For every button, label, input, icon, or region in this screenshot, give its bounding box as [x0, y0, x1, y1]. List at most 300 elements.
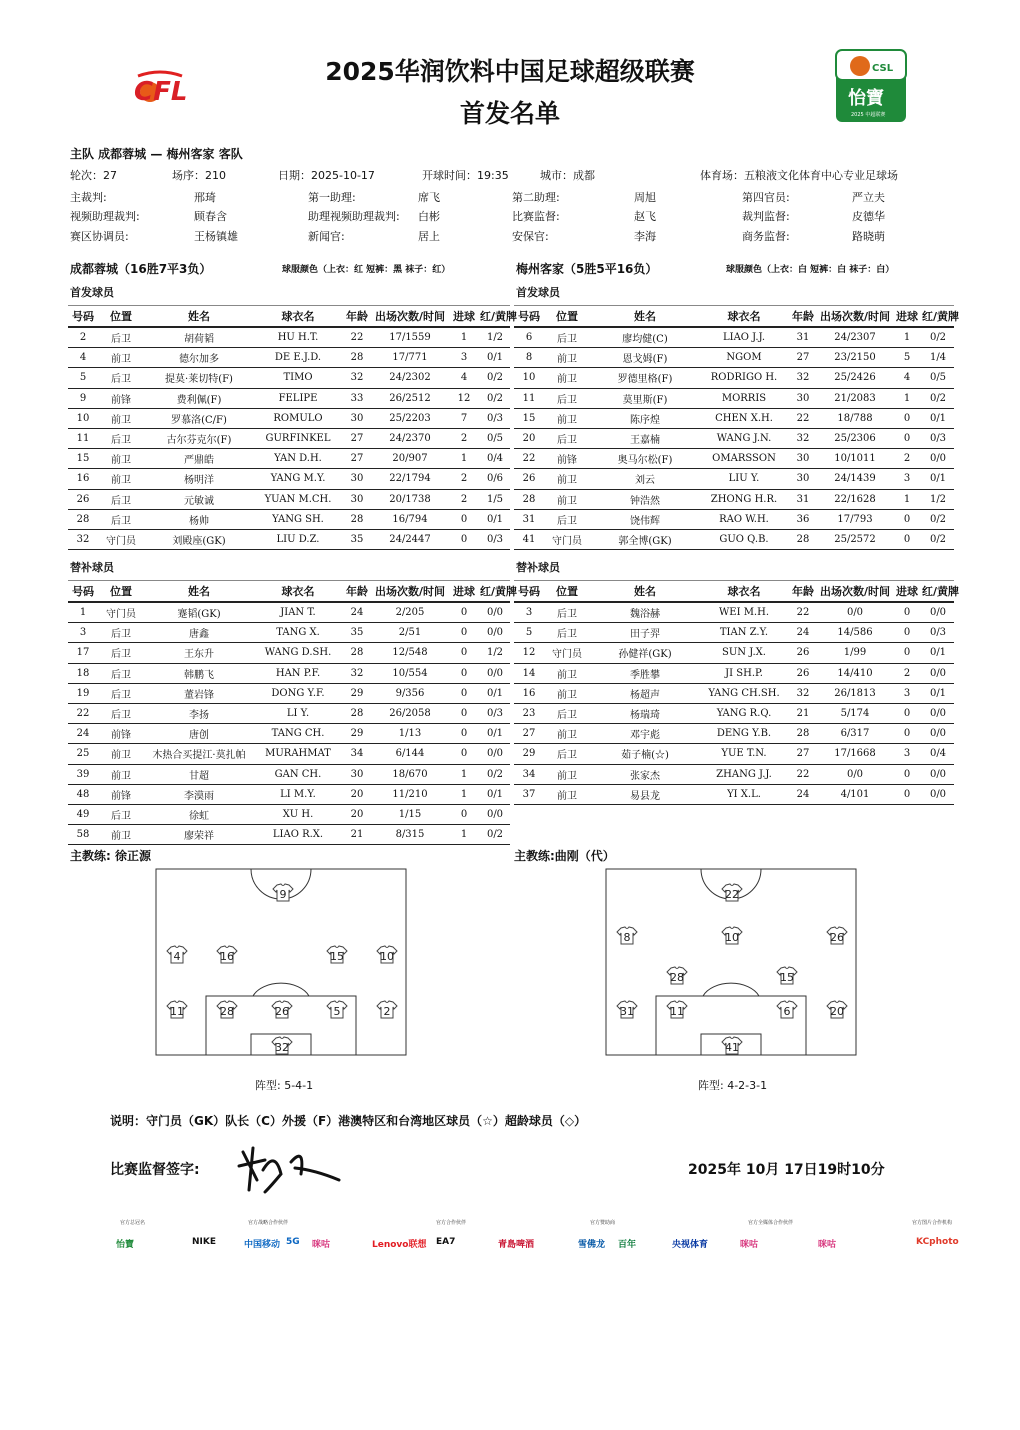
- player-cell: 28: [342, 348, 372, 368]
- player-cell: 胡荷韬: [144, 327, 254, 348]
- player-cell: 前卫: [544, 408, 590, 428]
- player-cell: 29: [342, 724, 372, 744]
- player-cell: 0: [892, 428, 922, 448]
- sponsor-logo: 怡寶: [116, 1240, 135, 1250]
- column-header: 球衣名: [254, 306, 342, 328]
- sponsor-logo: NIKE: [192, 1237, 217, 1247]
- player-shirt: [217, 946, 237, 963]
- shirt-number: 8: [623, 931, 631, 944]
- player-cell: 守门员: [544, 529, 590, 549]
- player-cell: 1: [448, 327, 480, 348]
- player-row: [514, 348, 954, 368]
- column-header: 年龄: [788, 581, 818, 603]
- player-shirt: [722, 1037, 742, 1054]
- player-cell: 8/315: [372, 825, 448, 845]
- official-name: 居上: [418, 230, 440, 243]
- player-cell: 30: [788, 388, 818, 408]
- player-cell: 0: [892, 623, 922, 643]
- column-header: 红/黄牌: [480, 306, 510, 328]
- away-subs-label: 替补球员: [516, 561, 560, 574]
- player-cell: 26/2058: [372, 703, 448, 723]
- player-cell: 33: [342, 388, 372, 408]
- player-cell: DE E.J.D.: [254, 348, 342, 368]
- player-row: [68, 643, 510, 663]
- sponsor-category: 官方战略合作伙伴: [248, 1220, 289, 1226]
- player-cell: ZHANG J.J.: [700, 764, 788, 784]
- player-cell: YI X.L.: [700, 784, 788, 804]
- player-cell: 0/1: [922, 643, 954, 663]
- player-shirt: [722, 927, 742, 944]
- player-cell: 34: [514, 764, 544, 784]
- official-name: 皮德华: [852, 210, 885, 223]
- shirt-number: 9: [279, 888, 287, 901]
- player-row: [514, 428, 954, 448]
- player-cell: 12/548: [372, 643, 448, 663]
- player-cell: 0: [892, 643, 922, 663]
- home-team-record: 成都蓉城（16胜7平3负）: [70, 262, 212, 276]
- player-cell: YUE T.N.: [700, 744, 788, 764]
- player-cell: 1/2: [480, 643, 510, 663]
- player-cell: 1: [448, 825, 480, 845]
- player-cell: GURFINKEL: [254, 428, 342, 448]
- column-header: 球衣名: [700, 581, 788, 603]
- player-cell: 杨超声: [590, 683, 700, 703]
- player-cell: 26/1813: [818, 683, 892, 703]
- sponsor-logo: 5G: [286, 1237, 300, 1247]
- player-row: [514, 529, 954, 549]
- official-label: 视频助理裁判:: [70, 210, 140, 223]
- player-cell: 罗慕洛(C/F): [144, 408, 254, 428]
- player-cell: JI SH.P.: [700, 663, 788, 683]
- column-header: 出场次数/时间: [818, 581, 892, 603]
- column-header: 位置: [544, 306, 590, 328]
- player-cell: 3: [514, 602, 544, 623]
- player-cell: 0: [892, 509, 922, 529]
- player-cell: TIAN Z.Y.: [700, 623, 788, 643]
- player-cell: LIU D.Z.: [254, 529, 342, 549]
- player-cell: 25: [68, 744, 98, 764]
- player-row: [68, 348, 510, 368]
- player-cell: 0/1: [480, 348, 510, 368]
- player-shirt: [617, 927, 637, 944]
- sponsor-logo: 咪咕: [740, 1240, 759, 1250]
- player-cell: GUO Q.B.: [700, 529, 788, 549]
- player-cell: 28: [788, 724, 818, 744]
- player-cell: YANG CH.SH.: [700, 683, 788, 703]
- sponsor-category: 官方图片合作机构: [912, 1220, 953, 1226]
- player-cell: TIMO: [254, 368, 342, 388]
- player-cell: 18/670: [372, 764, 448, 784]
- player-cell: 14/586: [818, 623, 892, 643]
- player-row: [68, 683, 510, 703]
- player-cell: 8: [514, 348, 544, 368]
- away-coach: 主教练:曲刚（代）: [514, 849, 615, 863]
- column-header: 号码: [68, 306, 98, 328]
- player-cell: 3: [892, 744, 922, 764]
- player-cell: 董岩锋: [144, 683, 254, 703]
- player-cell: 3: [448, 348, 480, 368]
- player-cell: 30: [788, 469, 818, 489]
- player-row: [68, 469, 510, 489]
- player-cell: 28: [342, 703, 372, 723]
- player-cell: 7: [448, 408, 480, 428]
- player-cell: 前锋: [98, 388, 144, 408]
- home-kit-colors: 球服颜色（上衣：红 短裤：黑 袜子：红）: [282, 265, 451, 275]
- player-row: [514, 368, 954, 388]
- shirt-number: 32: [275, 1041, 289, 1054]
- player-cell: 后卫: [544, 388, 590, 408]
- player-cell: 30: [342, 489, 372, 509]
- player-cell: 古尔芬克尔(F): [144, 428, 254, 448]
- player-cell: 1: [448, 784, 480, 804]
- player-cell: 35: [342, 529, 372, 549]
- csl-logo: [836, 50, 906, 122]
- player-cell: 1/5: [480, 489, 510, 509]
- sponsor-logo: 央视体育: [672, 1240, 709, 1250]
- player-cell: 0: [448, 703, 480, 723]
- player-cell: LI M.Y.: [254, 784, 342, 804]
- player-cell: 26/2512: [372, 388, 448, 408]
- player-cell: YANG SH.: [254, 509, 342, 529]
- shirt-number: 15: [330, 950, 344, 963]
- player-cell: 29: [342, 683, 372, 703]
- player-shirt: [377, 946, 397, 963]
- player-cell: 5: [892, 348, 922, 368]
- player-cell: 前卫: [544, 764, 590, 784]
- player-cell: RAO W.H.: [700, 509, 788, 529]
- player-cell: 28: [788, 529, 818, 549]
- player-shirt: [272, 1037, 292, 1054]
- table-header-row: [68, 306, 510, 328]
- column-header: 进球: [448, 581, 480, 603]
- player-cell: 前卫: [98, 744, 144, 764]
- legend: 说明：守门员（GK）队长（C）外援（F）港澳特区和台湾地区球员（☆）超龄球员（◇）: [110, 1114, 587, 1128]
- player-cell: 廖荣祥: [144, 825, 254, 845]
- player-cell: 0/5: [922, 368, 954, 388]
- player-cell: 23: [514, 703, 544, 723]
- player-cell: 39: [68, 764, 98, 784]
- player-row: [68, 804, 510, 824]
- player-cell: 22: [788, 764, 818, 784]
- player-cell: 22/1628: [818, 489, 892, 509]
- player-cell: 0/1: [922, 469, 954, 489]
- player-cell: 0/1: [480, 724, 510, 744]
- player-shirt: [167, 1001, 187, 1018]
- official-name: 邢琦: [194, 191, 216, 204]
- player-cell: 季胜攀: [590, 663, 700, 683]
- table-header-row: [514, 581, 954, 603]
- shirt-number: 2: [383, 1005, 391, 1018]
- player-cell: 22: [342, 327, 372, 348]
- player-cell: 0/1: [922, 683, 954, 703]
- player-row: [514, 623, 954, 643]
- player-cell: 0/1: [480, 509, 510, 529]
- player-cell: 0: [892, 784, 922, 804]
- player-cell: 2: [448, 469, 480, 489]
- player-cell: 24: [342, 602, 372, 623]
- player-cell: 20: [342, 784, 372, 804]
- player-cell: 后卫: [544, 703, 590, 723]
- player-cell: 守门员: [544, 643, 590, 663]
- player-row: [68, 529, 510, 549]
- player-cell: 前卫: [98, 764, 144, 784]
- player-row: [68, 327, 510, 348]
- player-cell: 27: [342, 449, 372, 469]
- player-cell: 0/2: [922, 388, 954, 408]
- player-cell: 杨帅: [144, 509, 254, 529]
- sponsor-category: 官方总冠名: [120, 1220, 146, 1226]
- player-cell: 郭全博(GK): [590, 529, 700, 549]
- player-cell: 茹子楠(☆): [590, 744, 700, 764]
- player-cell: 5/174: [818, 703, 892, 723]
- player-cell: 20: [514, 428, 544, 448]
- player-cell: 28: [514, 489, 544, 509]
- shirt-number: 20: [830, 1005, 844, 1018]
- player-cell: 饶伟辉: [590, 509, 700, 529]
- player-row: [514, 489, 954, 509]
- player-cell: 后卫: [544, 623, 590, 643]
- column-header: 姓名: [590, 306, 700, 328]
- player-cell: 前卫: [98, 348, 144, 368]
- player-cell: 0/6: [480, 469, 510, 489]
- player-cell: 0: [892, 764, 922, 784]
- sponsor-logo: 咪咕: [312, 1240, 331, 1250]
- sponsor-logo: 百年: [618, 1240, 637, 1250]
- player-cell: 24: [788, 623, 818, 643]
- player-cell: 前卫: [98, 408, 144, 428]
- player-cell: YANG M.Y.: [254, 469, 342, 489]
- away-starters-table: [514, 305, 960, 550]
- player-row: [68, 408, 510, 428]
- player-cell: 徐虹: [144, 804, 254, 824]
- official-name: 顾春含: [194, 210, 227, 223]
- column-header: 进球: [448, 306, 480, 328]
- player-cell: 30: [342, 408, 372, 428]
- column-header: 号码: [514, 306, 544, 328]
- player-cell: MORRIS: [700, 388, 788, 408]
- sponsor-logo: Lenovo联想: [372, 1240, 427, 1250]
- player-cell: 蹇韬(GK): [144, 602, 254, 623]
- player-row: [68, 623, 510, 643]
- player-cell: 唐创: [144, 724, 254, 744]
- player-cell: 陈序煌: [590, 408, 700, 428]
- player-row: [514, 408, 954, 428]
- player-cell: 0/0: [922, 602, 954, 623]
- shirt-number: 11: [670, 1005, 684, 1018]
- player-cell: 22/1794: [372, 469, 448, 489]
- player-cell: ZHONG H.R.: [700, 489, 788, 509]
- sponsor-logo: 青島啤酒: [498, 1240, 535, 1250]
- player-cell: 0: [448, 509, 480, 529]
- player-cell: 廖均健(C): [590, 327, 700, 348]
- player-cell: YUAN M.CH.: [254, 489, 342, 509]
- player-cell: 17/793: [818, 509, 892, 529]
- player-cell: 27: [788, 348, 818, 368]
- player-cell: 5: [68, 368, 98, 388]
- player-cell: 48: [68, 784, 98, 804]
- player-cell: 20: [342, 804, 372, 824]
- player-cell: 41: [514, 529, 544, 549]
- official-label: 助理视频助理裁判:: [308, 210, 400, 223]
- player-cell: 25/2426: [818, 368, 892, 388]
- player-cell: 19: [68, 683, 98, 703]
- player-cell: 1/15: [372, 804, 448, 824]
- player-cell: 费利佩(F): [144, 388, 254, 408]
- player-cell: 前卫: [544, 348, 590, 368]
- player-cell: 0/1: [922, 408, 954, 428]
- player-row: [68, 764, 510, 784]
- player-cell: 24: [68, 724, 98, 744]
- city: 城市：成都: [540, 169, 595, 182]
- player-row: [514, 643, 954, 663]
- player-cell: 5: [514, 623, 544, 643]
- player-cell: HAN P.F.: [254, 663, 342, 683]
- column-header: 出场次数/时间: [372, 581, 448, 603]
- player-cell: 29: [514, 744, 544, 764]
- player-row: [514, 449, 954, 469]
- player-cell: 1: [892, 489, 922, 509]
- player-cell: YAN D.H.: [254, 449, 342, 469]
- home-starters-label: 首发球员: [70, 286, 114, 299]
- away-formation-pitch: [605, 868, 857, 1056]
- player-cell: 0/3: [922, 623, 954, 643]
- player-cell: 25/2306: [818, 428, 892, 448]
- player-cell: 27: [788, 744, 818, 764]
- player-row: [68, 368, 510, 388]
- player-cell: 甘超: [144, 764, 254, 784]
- player-shirt: [827, 1001, 847, 1018]
- player-cell: 1: [448, 449, 480, 469]
- player-cell: 0: [448, 744, 480, 764]
- player-cell: 11/210: [372, 784, 448, 804]
- player-cell: 0/5: [480, 428, 510, 448]
- player-cell: 11: [514, 388, 544, 408]
- player-cell: 26: [514, 469, 544, 489]
- player-cell: WANG J.N.: [700, 428, 788, 448]
- player-shirt: [777, 967, 797, 984]
- shirt-number: 22: [725, 888, 739, 901]
- away-formation: 阵型: 4-2-3-1: [698, 1079, 768, 1092]
- player-cell: 37: [514, 784, 544, 804]
- sponsor-category: 官方赞助商: [590, 1220, 616, 1226]
- official-label: 安保官:: [512, 230, 549, 243]
- player-cell: 3: [892, 469, 922, 489]
- player-cell: 4/101: [818, 784, 892, 804]
- player-cell: 32: [788, 368, 818, 388]
- column-header: 红/黄牌: [922, 306, 954, 328]
- player-cell: TANG X.: [254, 623, 342, 643]
- shirt-number: 4: [173, 950, 181, 963]
- player-cell: WEI M.H.: [700, 602, 788, 623]
- player-shirt: [667, 967, 687, 984]
- sponsor-logo: EA7: [436, 1237, 456, 1247]
- player-row: [68, 825, 510, 845]
- column-header: 出场次数/时间: [818, 306, 892, 328]
- player-cell: 22: [788, 408, 818, 428]
- column-header: 球衣名: [254, 581, 342, 603]
- player-cell: 刘云: [590, 469, 700, 489]
- player-cell: 26: [68, 489, 98, 509]
- official-label: 主裁判:: [70, 191, 107, 204]
- player-cell: 32: [788, 683, 818, 703]
- player-shirt: [327, 946, 347, 963]
- column-header: 位置: [544, 581, 590, 603]
- player-cell: 2: [892, 663, 922, 683]
- player-cell: 32: [342, 663, 372, 683]
- player-cell: 21: [788, 703, 818, 723]
- player-cell: 27: [342, 428, 372, 448]
- player-cell: 前锋: [544, 449, 590, 469]
- player-cell: 17: [68, 643, 98, 663]
- official-name: 李海: [634, 230, 656, 243]
- player-cell: 4: [448, 368, 480, 388]
- player-cell: 30: [342, 469, 372, 489]
- player-cell: 9/356: [372, 683, 448, 703]
- player-cell: 后卫: [544, 327, 590, 348]
- player-cell: 20/1738: [372, 489, 448, 509]
- player-cell: 18: [68, 663, 98, 683]
- player-cell: 6/317: [818, 724, 892, 744]
- player-cell: 0/0: [480, 744, 510, 764]
- player-shirt: [777, 1001, 797, 1018]
- player-row: [68, 663, 510, 683]
- penalty-arc: [703, 983, 759, 996]
- player-cell: 1: [892, 327, 922, 348]
- player-row: [68, 724, 510, 744]
- player-cell: GAN CH.: [254, 764, 342, 784]
- player-cell: 24/1439: [818, 469, 892, 489]
- player-cell: 孙健祥(GK): [590, 643, 700, 663]
- player-cell: 28: [68, 509, 98, 529]
- column-header: 球衣名: [700, 306, 788, 328]
- player-cell: 32: [68, 529, 98, 549]
- player-cell: 15: [68, 449, 98, 469]
- player-cell: 27: [514, 724, 544, 744]
- player-cell: 张家杰: [590, 764, 700, 784]
- player-cell: 0: [448, 663, 480, 683]
- player-cell: 邓宇彪: [590, 724, 700, 744]
- player-cell: 后卫: [98, 428, 144, 448]
- player-cell: 26: [788, 663, 818, 683]
- player-row: [514, 509, 954, 529]
- page-title: 2025华润饮料中国足球超级联赛: [325, 57, 695, 86]
- player-cell: 唐鑫: [144, 623, 254, 643]
- player-cell: LIU Y.: [700, 469, 788, 489]
- column-header: 号码: [68, 581, 98, 603]
- player-cell: 9: [68, 388, 98, 408]
- column-header: 年龄: [342, 581, 372, 603]
- official-label: 比赛监督:: [512, 210, 560, 223]
- player-cell: 0/2: [480, 825, 510, 845]
- player-cell: 21/2083: [818, 388, 892, 408]
- column-header: 姓名: [590, 581, 700, 603]
- player-cell: 1: [892, 388, 922, 408]
- player-cell: 后卫: [544, 744, 590, 764]
- official-name: 周旭: [634, 191, 656, 204]
- player-cell: 0/0: [480, 663, 510, 683]
- player-cell: 25/2203: [372, 408, 448, 428]
- shirt-number: 16: [220, 950, 234, 963]
- player-shirt: [667, 1001, 687, 1018]
- player-cell: 4: [68, 348, 98, 368]
- home-formation: 阵型: 5-4-1: [255, 1079, 314, 1092]
- shirt-number: 26: [275, 1005, 289, 1018]
- player-cell: 后卫: [98, 683, 144, 703]
- player-cell: 0/3: [480, 703, 510, 723]
- player-cell: DENG Y.B.: [700, 724, 788, 744]
- player-cell: 16/794: [372, 509, 448, 529]
- player-cell: 后卫: [98, 489, 144, 509]
